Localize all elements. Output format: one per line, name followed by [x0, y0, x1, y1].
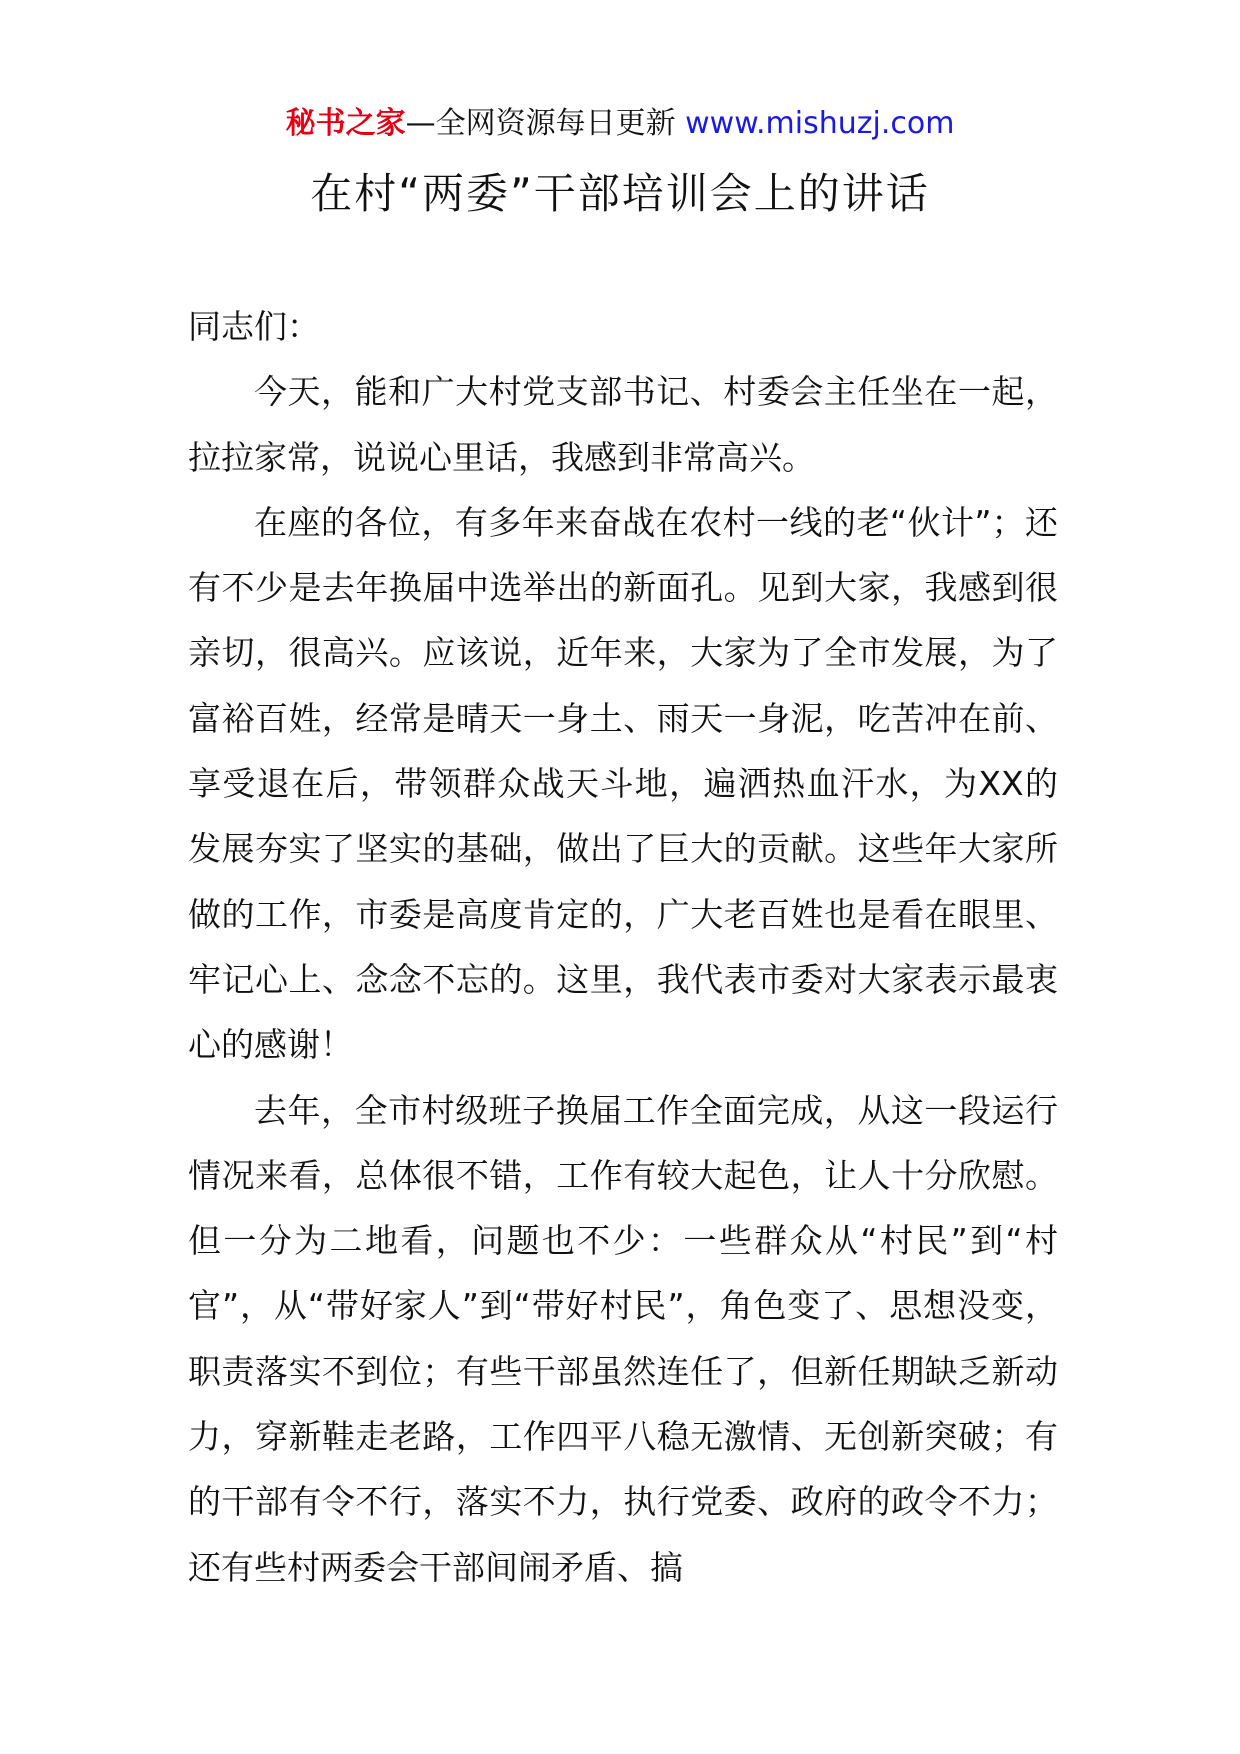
header-slogan: —全网资源每日更新 [405, 106, 686, 141]
salutation: 同志们： [188, 307, 320, 346]
paragraph-3: 去年，全市村级班子换届工作全面完成，从这一段运行情况来看，总体很不错，工作有较大起色，让人十分欣慰。但一分为二地看，问题也不少：一些群众从“村民”到“村官”，从“带好家人”到“带好村民”，角色变了、思想没变，职责落实不到位；有些干部虽然连任了，但新任期缺乏新动力，穿新鞋走老路，工作四平八稳无激情、无创新突破；有的干部有令不行，落实不力，执行党委、政府的政令不力；还有些村两委会干部间闹矛盾、搞 [188, 1090, 1058, 1587]
header-url-link[interactable]: www.mishuzj.com [685, 106, 955, 141]
brand-name: 秘书之家 [285, 106, 406, 141]
paragraph-2: 在座的各位，有多年来奋战在农村一线的老“伙计”；还有不少是去年换届中选举出的新面孔。见到大家，我感到很亲切，很高兴。应该说，近年来，大家为了全市发展，为了富裕百姓，经常是晴天一身土、雨天一身泥，吃苦冲在前、享受退在后，带领群众战天斗地，遍洒热血汗水，为XX的发展夯实了坚实的基础，做出了巨大的贡献。这些年大家所做的工作，市委是高度肯定的，广大老百姓也是看在眼里、牢记心上、念念不忘的。这里，我代表市委对大家表示最衷心的感谢！ [188, 502, 1058, 1065]
document-title: 在村“两委”干部培训会上的讲话 [310, 169, 930, 218]
paragraph-1: 今天，能和广大村党支部书记、村委会主任坐在一起，拉拉家常，说说心里话，我感到非常高兴。 [188, 372, 1058, 477]
watermark-header [0, 104, 1240, 144]
document-body [188, 294, 1058, 1600]
